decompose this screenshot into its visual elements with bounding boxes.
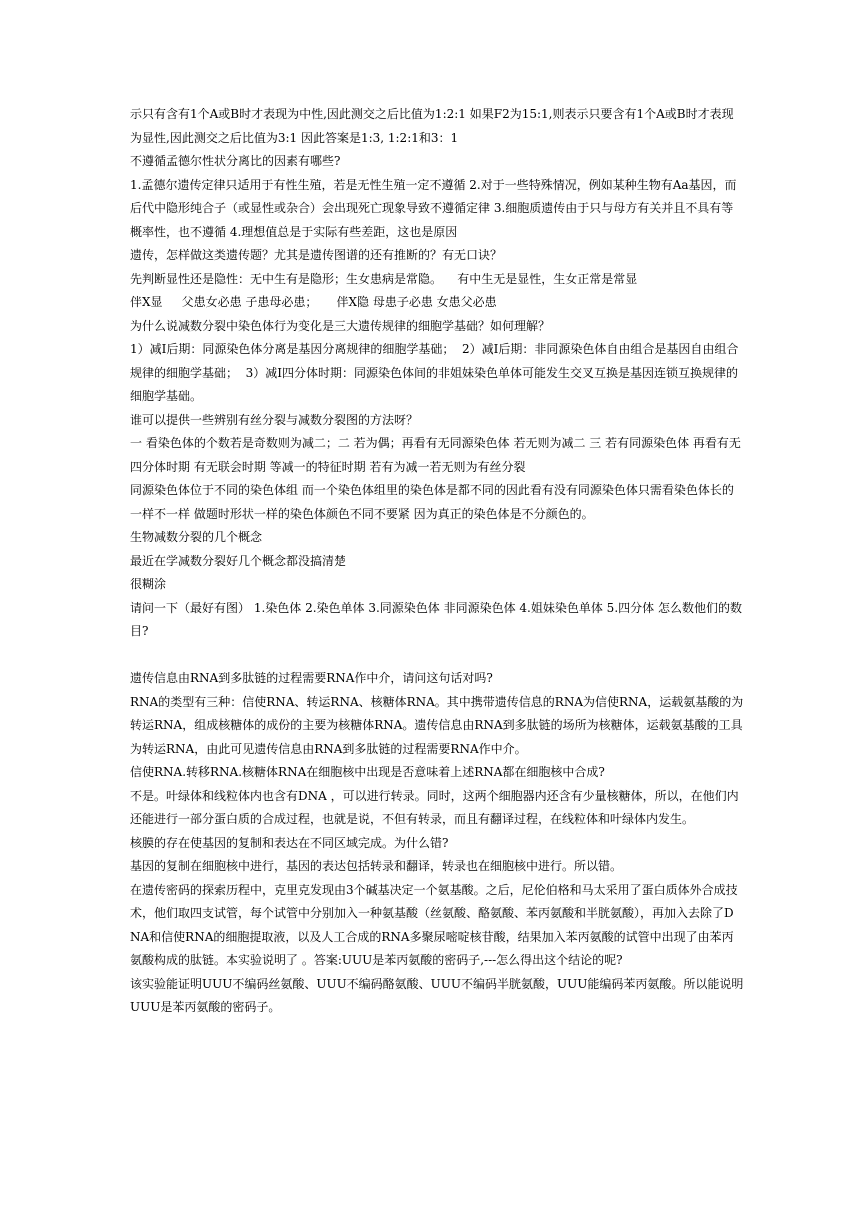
paragraph-9: 谁可以提供一些辨别有丝分裂与减数分裂图的方法呀？: [130, 412, 419, 427]
paragraph-20: 不是。叶绿体和线粒体内也含有DNA ，可以进行转录。同时，这两个细胞器内还含有少量核糖体，所以，在他们内还能进行一部分蛋白质的合成过程，也就是说，不但有转录，而且有翻译过程，在线粒体和叶绿体内发生。: [130, 788, 739, 826]
document-body: [130, 103, 744, 1020]
paragraph-8: 1）减Ⅰ后期：同源染色体分离是基因分离规律的细胞学基础； 2）减Ⅰ后期：非同源染色体自由组合是基因自由组合规律的细胞学基础； 3）减Ⅰ四分体时期：同源染色体间的非姐妹染色单体可能发生交叉互换是基因连锁互换规律的细胞学基础。: [130, 342, 739, 403]
paragraph-10: 一 看染色体的个数若是奇数则为减二；二 若为偶；再看有无同源染色体 若无则为减二 三 若有同源染色体 再看有无四分体时期 有无联会时期 等减一的特征时期 若有为减一若无则为有丝分裂: [130, 436, 741, 474]
paragraph-12: 生物减数分裂的几个概念: [130, 530, 263, 544]
blank-line: [130, 644, 744, 668]
paragraph-3: 1.孟德尔遗传定律只适用于有性生殖，若是无性生殖一定不遵循 2.对于一些特殊情况，例如某种生物有Aa基因，而后代中隐形纯合子（或显性或杂合）会出现死亡现象导致不遵循定律 3.细胞质遗传由于只与母方有关并且不具有等概率性，也不遵循 4.理想值总是于实际有些差距，这也是原因: [130, 177, 737, 239]
paragraph-13: 最近在学减数分裂好几个概念都没搞清楚: [130, 553, 347, 568]
paragraph-15: 请问一下（最好有图） 1.染色体 2.染色单体 3.同源染色体 非同源染色体 4.姐妹染色单体 5.四分体 怎么数他们的数目?: [130, 600, 742, 638]
paragraph-6: 伴X显 父患女必患 子患母必患； 伴X隐 母患子必患 女患父必患: [130, 295, 497, 309]
paragraph-5: 先判断显性还是隐性：无中生有是隐形；生女患病是常隐。 有中生无是显性，生女正常是常显: [130, 271, 638, 286]
paragraph-4: 遗传，怎样做这类遗传题？尤其是遗传图谱的还有推断的？有无口诀？: [130, 248, 503, 262]
paragraph-21: 核膜的存在使基因的复制和表达在不同区域完成。为什么错?: [130, 835, 449, 850]
paragraph-18: RNA的类型有三种：信使RNA、转运RNA、核糖体RNA。其中携带遗传信息的RNA为信使RNA，运载氨基酸的为转运RNA，组成核糖体的成份的主要为核糖体RNA。遗传信息由RNA到多肽链的场所为核糖体，运载氨基酸的工具为转运RNA，由此可见遗传信息由RNA到多肽链的过程需要RNA作中介。: [130, 694, 744, 756]
paragraph-22: 基因的复制在细胞核中进行，基因的表达包括转录和翻译，转录也在细胞核中进行。所以错。: [130, 859, 623, 873]
paragraph-7: 为什么说减数分裂中染色体行为变化是三大遗传规律的细胞学基础？如何理解？: [130, 318, 551, 333]
paragraph-23: 在遗传密码的探索历程中，克里克发现由3个碱基决定一个氨基酸。之后，尼伦伯格和马太采用了蛋白质体外合成技术，他们取四支试管，每个试管中分别加入一种氨基酸（丝氨酸、酪氨酸、苯丙氨酸和半胱氨酸），再加入去除了DNA和信使RNA的细胞提取液，以及人工合成的RNA多聚尿嘧啶核苷酸，结果加入苯丙氨酸的试管中出现了由苯丙氨酸构成的肽链。本实验说明了 。答案:UUU是苯丙氨酸的密码子,---怎么得出这个结论的呢?: [130, 882, 738, 967]
paragraph-17: 遗传信息由RNA到多肽链的过程需要RNA作中介，请问这句话对吗?: [130, 671, 493, 685]
paragraph-24: 该实验能证明UUU不编码丝氨酸、UUU不编码酪氨酸、UUU不编码半胱氨酸，UUU能编码苯丙氨酸。所以能说明UUU是苯丙氨酸的密码子。: [130, 976, 744, 1014]
paragraph-19: 信使RNA.转移RNA.核糖体RNA在细胞核中出现是否意味着上述RNA都在细胞核中合成?: [130, 765, 605, 779]
paragraph-11: 同源染色体位于不同的染色体组 而一个染色体组里的染色体是都不同的因此看有没有同源染色体只需看染色体长的一样不一样 做题时形状一样的染色体颜色不同不要紧 因为真正的染色体是不分颜色的。: [130, 483, 734, 521]
paragraph-2: 不遵循孟德尔性状分离比的因素有哪些?: [130, 154, 341, 168]
paragraph-14: 很糊涂: [130, 577, 167, 591]
paragraph-1: 示只有含有1个A或B时才表现为中性,因此测交之后比值为1:2:1 如果F2为15:1,则表示只要含有1个A或B时才表现为显性,因此测交之后比值为3:1 因此答案是1:3, 1:2:1和3：1: [130, 107, 734, 145]
